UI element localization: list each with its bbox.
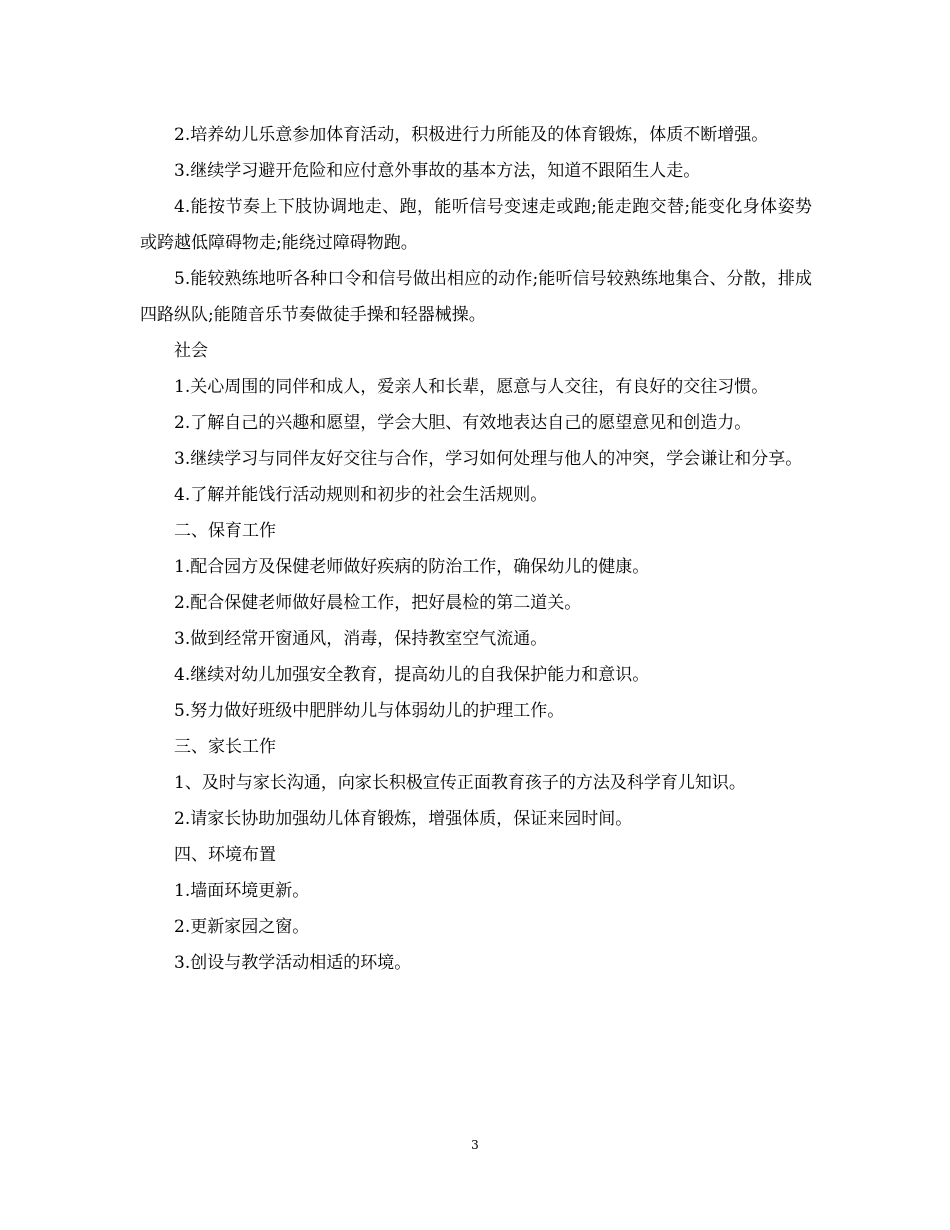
paragraph-care-1: 1.配合园方及保健老师做好疾病的防治工作，确保幼儿的健康。 <box>174 557 650 577</box>
paragraph-pe-goal-4: 4.能按节奏上下肢协调地走、跑，能听信号变速走或跑;能走跑交替;能变化身体姿势或跨越低障碍物走;能绕过障碍物跑。 <box>140 197 812 253</box>
paragraph-care-5: 5.努力做好班级中肥胖幼儿与体弱幼儿的护理工作。 <box>174 701 565 721</box>
paragraph-parent-1: 1、及时与家长沟通，向家长积极宣传正面教育孩子的方法及科学育儿知识。 <box>174 773 746 793</box>
paragraph-social-4: 4.了解并能饯行活动规则和初步的社会生活规则。 <box>174 485 548 505</box>
paragraph-social-2: 2.了解自己的兴趣和愿望，学会大胆、有效地表达自己的愿望意见和创造力。 <box>174 413 752 433</box>
section-heading-parent-work: 三、家长工作 <box>174 737 276 757</box>
document-body <box>140 117 812 981</box>
paragraph-care-2: 2.配合保健老师做好晨检工作，把好晨检的第二道关。 <box>174 593 582 613</box>
paragraph-social-1: 1.关心周围的同伴和成人，爱亲人和长辈，愿意与人交往，有良好的交往习惯。 <box>174 377 769 397</box>
section-heading-environment: 四、环境布置 <box>174 845 276 865</box>
paragraph-pe-goal-3: 3.继续学习避开危险和应付意外事故的基本方法，知道不跟陌生人走。 <box>174 161 701 181</box>
paragraph-environment-2: 2.更新家园之窗。 <box>174 917 310 937</box>
paragraph-pe-goal-2: 2.培养幼儿乐意参加体育活动，积极进行力所能及的体育锻炼，体质不断增强。 <box>174 125 769 145</box>
paragraph-care-3: 3.做到经常开窗通风，消毒，保持教室空气流通。 <box>174 629 548 649</box>
paragraph-environment-3: 3.创设与教学活动相适的环境。 <box>174 953 412 973</box>
paragraph-parent-2: 2.请家长协助加强幼儿体育锻炼，增强体质，保证来园时间。 <box>174 809 633 829</box>
page-number: 3 <box>471 1138 479 1152</box>
section-heading-social: 社会 <box>174 341 208 361</box>
paragraph-environment-1: 1.墙面环境更新。 <box>174 881 310 901</box>
section-heading-care-work: 二、保育工作 <box>174 521 276 541</box>
paragraph-pe-goal-5: 5.能较熟练地听各种口令和信号做出相应的动作;能听信号较熟练地集合、分散，排成四路纵队;能随音乐节奏做徒手操和轻器械操。 <box>140 269 812 325</box>
paragraph-care-4: 4.继续对幼儿加强安全教育，提高幼儿的自我保护能力和意识。 <box>174 665 650 685</box>
paragraph-social-3: 3.继续学习与同伴友好交往与合作，学习如何处理与他人的冲突，学会谦让和分享。 <box>174 449 803 469</box>
